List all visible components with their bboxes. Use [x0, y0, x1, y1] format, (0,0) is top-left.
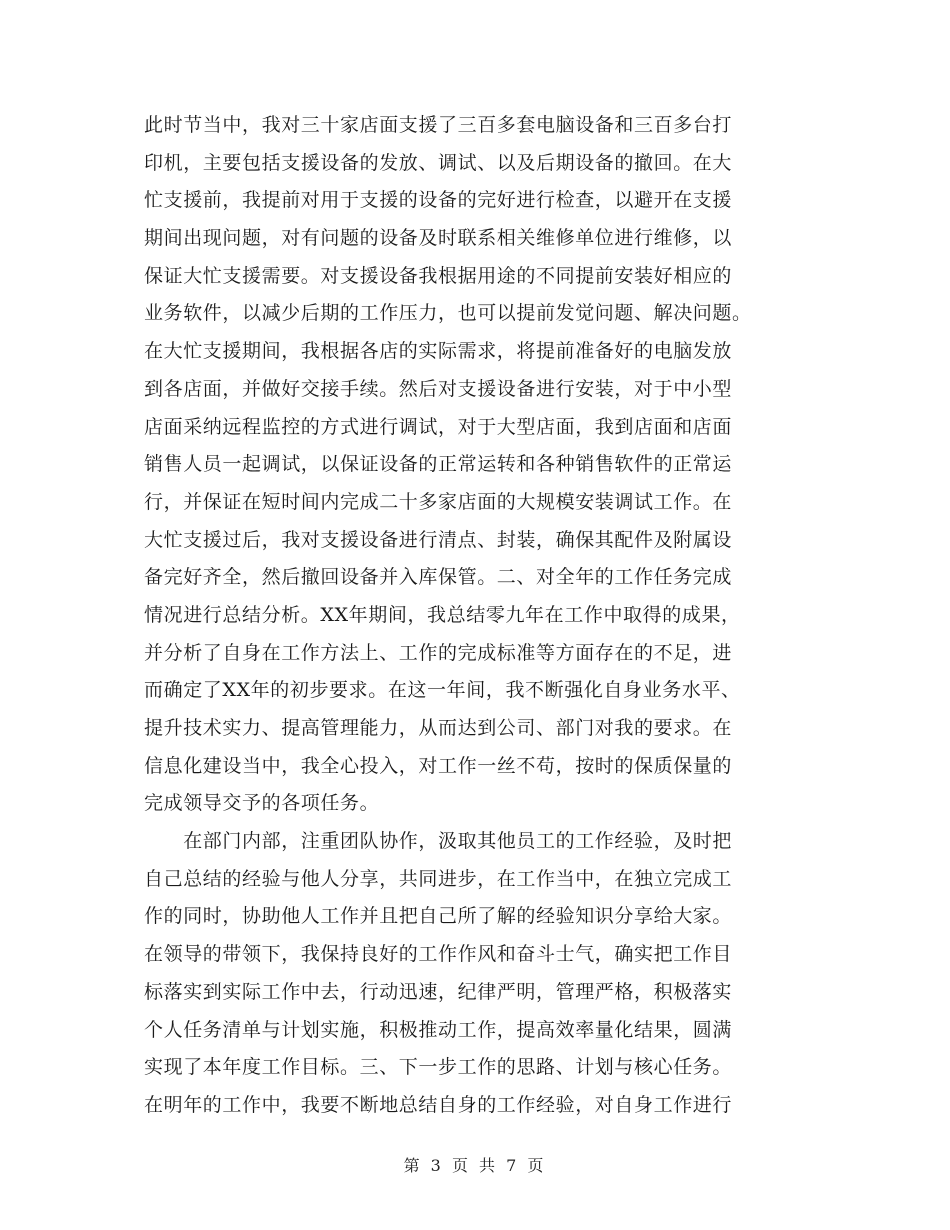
text-line: 标落实到实际工作中去，行动迅速，纪律严明，管理严格，积极落实 — [144, 980, 733, 1003]
page-number-footer: 第 3 页 共 7 页 — [403, 1156, 547, 1175]
text-line: 业务软件，以减少后期的工作压力，也可以提前发觉问题、解决问题。 — [144, 302, 752, 325]
text-line: 期间出现问题，对有问题的设备及时联系相关维修单位进行维修，以 — [144, 227, 733, 250]
text-line: 信息化建设当中，我全心投入，对工作一丝不苟，按时的保质保量的 — [144, 754, 733, 777]
text-line: 情况进行总结分析。XX年期间，我总结零九年在工作中取得的成果， — [144, 603, 741, 626]
text-line: 保证大忙支援需要。对支援设备我根据用途的不同提前安装好相应的 — [144, 264, 733, 287]
text-line: 此时节当中，我对三十家店面支援了三百多套电脑设备和三百多台打 — [144, 114, 733, 136]
text-line: 个人任务清单与计划实施，积极推动工作，提高效率量化结果，圆满 — [144, 1018, 733, 1041]
text-line: 在部门内部，注重团队协作，汲取其他员工的工作经验，及时把 — [144, 830, 733, 853]
text-line: 自己总结的经验与他人分享，共同进步，在工作当中，在独立完成工 — [144, 867, 733, 890]
text-line: 到各店面，并做好交接手续。然后对支援设备进行安装，对于中小型 — [144, 377, 733, 400]
text-line: 在大忙支援期间，我根据各店的实际需求，将提前准备好的电脑发放 — [144, 340, 733, 363]
text-line: 在明年的工作中，我要不断地总结自身的工作经验，对自身工作进行 — [144, 1093, 733, 1116]
text-line: 完成领导交予的各项任务。 — [144, 792, 380, 815]
text-line: 行，并保证在短时间内完成二十多家店面的大规模安装调试工作。在 — [144, 490, 733, 513]
text-line: 作的同时，协助他人工作并且把自己所了解的经验知识分享给大家。 — [144, 905, 733, 928]
text-line: 备完好齐全，然后撤回设备并入库保管。二、对全年的工作任务完成 — [144, 566, 733, 589]
text-line: 实现了本年度工作目标。三、下一步工作的思路、计划与核心任务。 — [144, 1056, 733, 1079]
text-line: 提升技术实力、提高管理能力，从而达到公司、部门对我的要求。在 — [144, 717, 733, 739]
body-text — [144, 107, 814, 1125]
text-line: 忙支援前，我提前对用于支援的设备的完好进行检查，以避开在支援 — [144, 189, 733, 212]
text-line: 在领导的带领下，我保持良好的工作作风和奋斗士气，确实把工作目 — [144, 943, 733, 966]
text-line: 大忙支援过后，我对支援设备进行清点、封装，确保其配件及附属设 — [144, 528, 733, 551]
text-line: 店面采纳远程监控的方式进行调试，对于大型店面，我到店面和店面 — [144, 415, 733, 438]
text-line: 印机，主要包括支援设备的发放、调试、以及后期设备的撤回。在大 — [144, 151, 733, 174]
text-line: 销售人员一起调试，以保证设备的正常运转和各种销售软件的正常运 — [144, 453, 733, 476]
text-line: 而确定了XX年的初步要求。在这一年间，我不断强化自身业务水平、 — [144, 679, 741, 702]
text-line: 并分析了自身在工作方法上、工作的完成标准等方面存在的不足，进 — [144, 641, 733, 664]
